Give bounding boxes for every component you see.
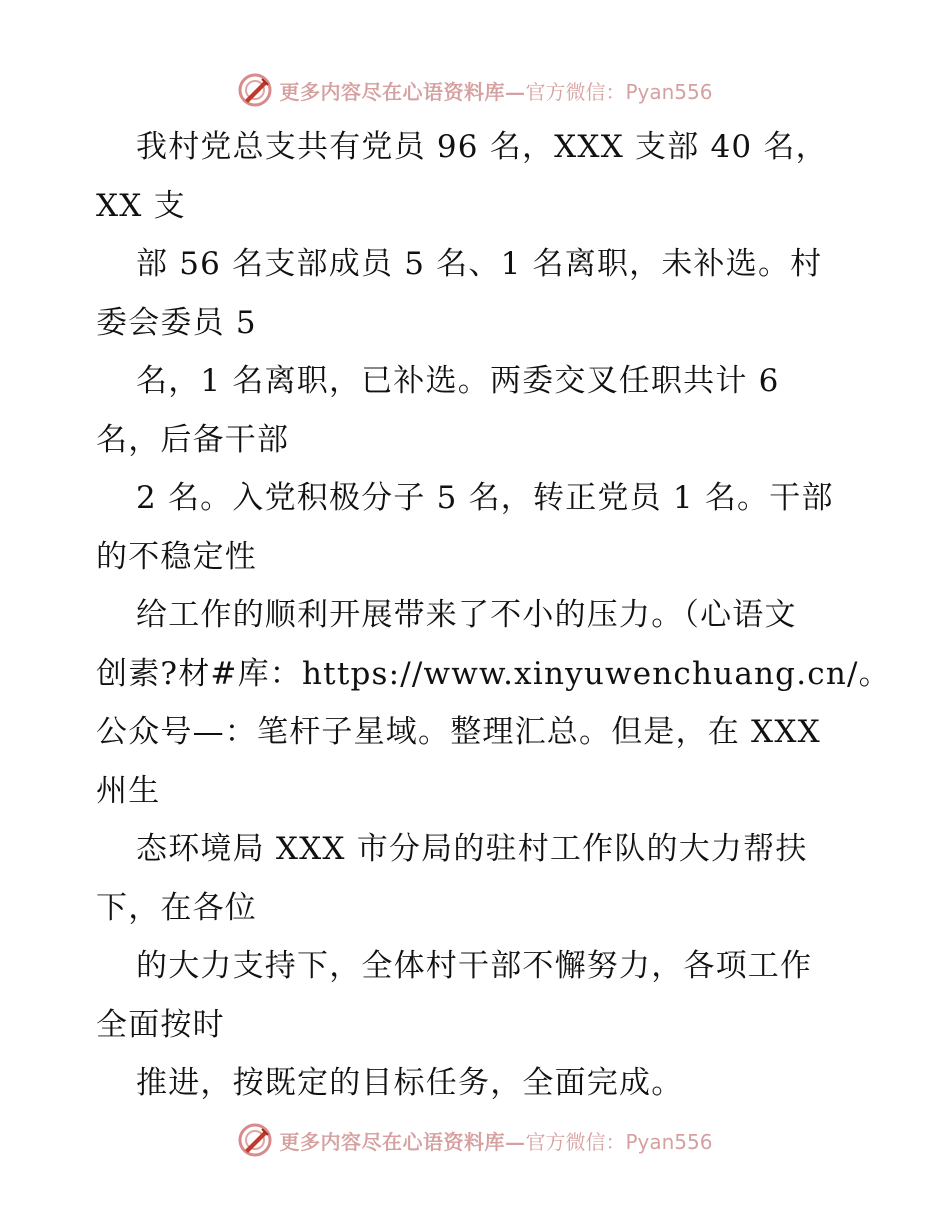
text-line: 部 56 名支部成员 5 名、1 名离职，未补选。村 [136,246,823,282]
text-line: 全面按时 [96,1006,225,1043]
text-line: 推进，按既定的目标任务，全面完成。 [136,1065,684,1101]
text-line: 给工作的顺利开展带来了不小的压力。（心语文 [136,597,797,633]
text-line: 2 名。入党积极分子 5 名，转正党员 1 名。干部 [136,480,834,516]
header-contact-text: 官方微信：Pyan556 [525,79,713,104]
text-line: 委会委员 5 [96,304,257,341]
footer-watermark [0,1120,950,1160]
footer-promo-text: 更多内容尽在心语资料库— [279,1129,526,1154]
text-line: 的大力支持下，全体村干部不懈努力，各项工作 [136,948,813,984]
text-line: 下，在各位 [96,889,257,926]
text-line: 的不稳定性 [96,538,257,575]
brand-logo-icon [237,72,273,108]
text-line: 创素?材#库：https://www.xinyuwenchuang.cn/。 [96,655,891,692]
header-promo-text: 更多内容尽在心语资料库— [279,79,526,104]
text-line: 州生 [96,772,161,809]
text-line: 名，1 名离职，已补选。两委交叉任职共计 6 [136,363,780,399]
footer-contact-text: 官方微信：Pyan556 [525,1129,713,1154]
header-watermark [0,70,950,110]
text-line: 我村党总支共有党员 96 名，XXX 支部 40 名， [136,129,828,165]
document-body [96,118,891,1113]
text-line: 名，后备干部 [96,421,290,458]
brand-logo-icon [237,1122,273,1158]
text-line: 态环境局 XXX 市分局的驻村工作队的大力帮扶 [136,831,808,867]
text-line: 公众号—：笔杆子星域。整理汇总。但是，在 XXX [96,714,821,750]
text-line: XX 支 [96,187,186,224]
